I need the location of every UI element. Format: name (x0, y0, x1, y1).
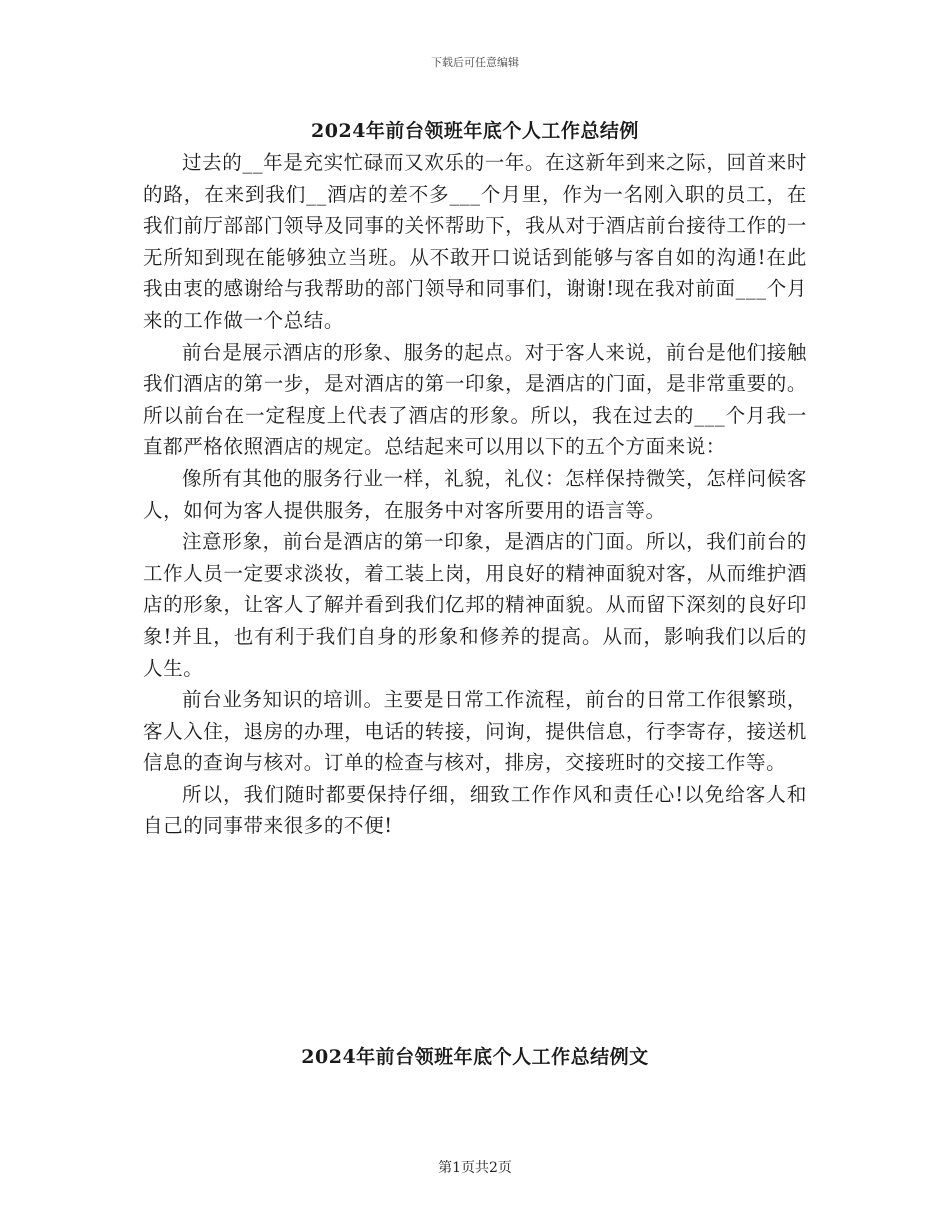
paragraph-1: 过去的__年是充实忙碌而又欢乐的一年。在这新年到来之际，回首来时的路，在来到我们__酒店的差不多___个月里，作为一名刚入职的员工，在我们前厅部部门领导及同事的关怀帮助下，我从对于酒店前台接待工作的一无所知到现在能够独立当班。从不敢开口说话到能够与客自如的沟通!在此我由衷的感谢给与我帮助的部门领导和同事们，谢谢!现在我对前面___个月来的工作做一个总结。 (143, 151, 807, 332)
page-number: 第1页共2页 (438, 1160, 512, 1176)
paragraph-3: 像所有其他的服务行业一样，礼貌，礼仪：怎样保持微笑，怎样问候客人，如何为客人提供服务，在服务中对客所要用的语言等。 (143, 466, 807, 522)
document-body (143, 147, 807, 842)
paragraph-2: 前台是展示酒店的形象、服务的起点。对于客人来说，前台是他们接触我们酒店的第一步，是对酒店的第一印象，是酒店的门面，是非常重要的。所以前台在一定程度上代表了酒店的形象。所以，我在过去的___个月我一直都严格依照酒店的规定。总结起来可以用以下的五个方面来说： (143, 340, 807, 459)
paragraph-5: 前台业务知识的培训。主要是日常工作流程，前台的日常工作很繁琐，客人入住，退房的办理，电话的转接，问询，提供信息，行李寄存，接送机信息的查询与核对。订单的检查与核对，排房，交接班时的交接工作等。 (143, 688, 807, 775)
second-document-title: 2024年前台领班年底个人工作总结例文 (301, 1046, 649, 1068)
header-note: 下载后可任意编辑 (431, 56, 519, 69)
paragraph-4: 注意形象，前台是酒店的第一印象，是酒店的门面。所以，我们前台的工作人员一定要求淡妆，着工装上岗，用良好的精神面貌对客，从而维护酒店的形象，让客人了解并看到我们亿邦的精神面貌。从而留下深刻的良好印象!并且，也有利于我们自身的形象和修养的提高。从而，影响我们以后的人生。 (143, 530, 807, 680)
paragraph-6: 所以，我们随时都要保持仔细，细致工作作风和责任心!以免给客人和自己的同事带来很多的不便! (143, 782, 807, 838)
document-title: 2024年前台领班年底个人工作总结例 (311, 120, 639, 142)
